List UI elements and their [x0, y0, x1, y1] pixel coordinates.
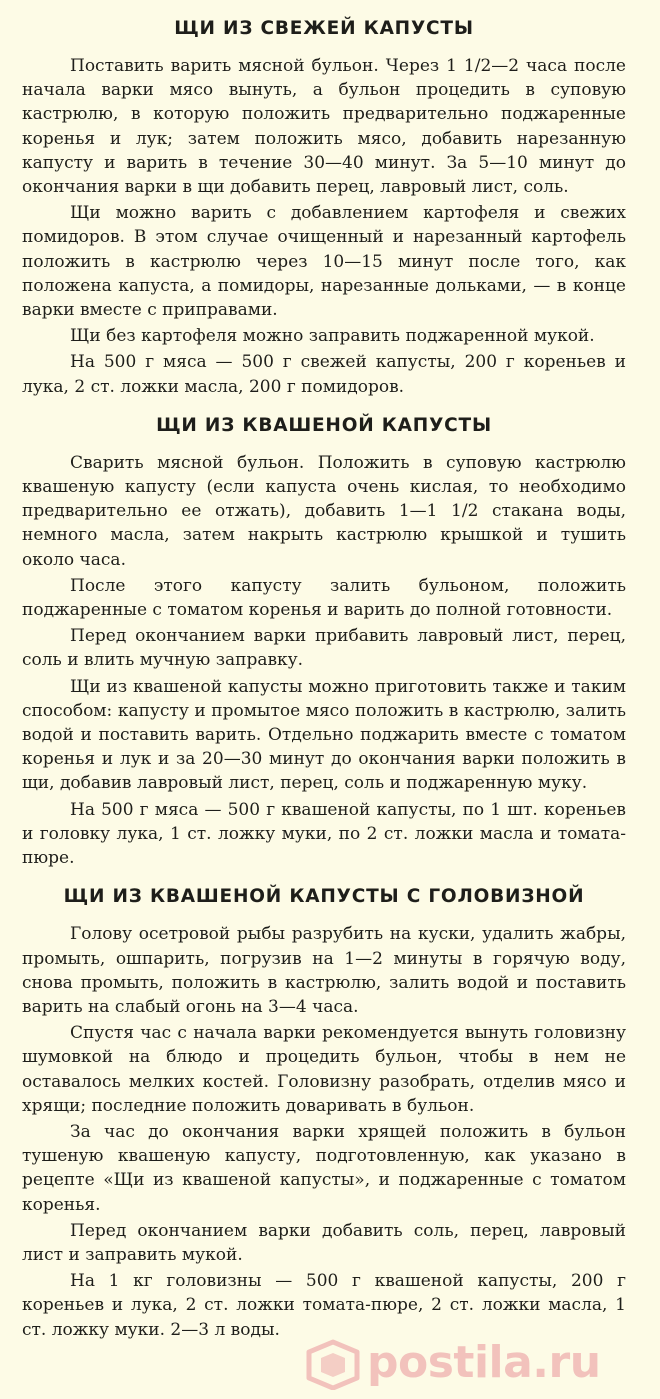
recipe-sauerkraut-fish-head	[22, 886, 626, 1341]
recipe-page	[22, 18, 626, 1342]
recipe-paragraph: Щи можно варить с добавлением картофеля и свежих помидоров. В этом случае очищенный и нарезанный картофель положить в кастрюлю через 10—15 минут после того, как положена капуста, а помидоры, нарезанные дольками, — в конце варки вместе с приправами.	[22, 203, 626, 321]
recipe-fresh-cabbage	[22, 18, 626, 399]
recipe-ingredients: На 500 г мяса — 500 г квашеной капусты, по 1 шт. кореньев и головку лука, 1 ст. ложку муки, по 2 ст. ложки масла и томата-пюре.	[22, 799, 626, 869]
recipe-paragraph: Голову осетровой рыбы разрубить на куски, удалить жабры, промыть, ошпарить, погрузив на 1—2 минуты в горячую воду, снова промыть, положить в кастрюлю, залить водой и поставить варить на слабый огонь на 3—4 часа.	[22, 924, 626, 1017]
recipe-paragraph: Щи без картофеля можно заправить поджаренной мукой.	[70, 326, 595, 347]
recipe-paragraph: За час до окончания варки хрящей положить в бульон тушеную квашеную капусту, подготовленную, как указано в рецепте «Щи из квашеной капусты», и поджаренные с томатом коренья.	[22, 1121, 626, 1215]
recipe-paragraph: Спустя час с начала варки рекомендуется вынуть головизну шумовкой на блюдо и процедить бульон, чтобы в нем не оставалось мелких костей. Головизну разобрать, отделив мясо и хрящи; последние положить доваривать в бульон.	[22, 1023, 626, 1116]
watermark	[305, 1336, 650, 1392]
recipe-title: ЩИ ИЗ СВЕЖЕЙ КАПУСТЫ	[174, 18, 474, 39]
watermark-text: postila.ru	[367, 1337, 601, 1388]
recipe-paragraph: Перед окончанием варки прибавить лавровый лист, перец, соль и влить мучную заправку.	[22, 626, 626, 671]
recipe-paragraph: Поставить варить мясной бульон. Через 1 1/2—2 часа после начала варки мясо вынуть, а бульон процедить в суповую кастрюлю, в которую положить предварительно поджаренные коренья и лук; затем положить мясо, добавить нарезанную капусту и варить в течение 30—40 минут. За 5—10 минут до окончания варки в щи добавить перец, лавровый лист, соль.	[22, 56, 626, 198]
recipe-paragraph: Перед окончанием варки добавить соль, перец, лавровый лист и заправить мукой.	[22, 1220, 626, 1265]
recipe-ingredients: На 1 кг головизны — 500 г квашеной капусты, 200 г кореньев и лука, 2 ст. ложки томата-пюре, 2 ст. ложки масла, 1 ст. ложку муки. 2—3 л воды.	[22, 1271, 626, 1340]
recipe-paragraph: Щи из квашеной капусты можно приготовить также и таким способом: капусту и промытое мясо положить в кастрюлю, залить водой и поставить варить. Отдельно поджарить вместе с томатом коренья и лук и за 20—30 минут до окончания варки положить в щи, добавив лавровый лист, перец, соль и поджаренную муку.	[22, 676, 626, 794]
recipe-paragraph: Сварить мясной бульон. Положить в суповую кастрюлю квашеную капусту (если капуста очень кислая, то необходимо предварительно ее отжать), добавить 1—1 1/2 стакана воды, немного масла, затем накрыть кастрюлю крышкой и тушить около часа.	[22, 452, 626, 570]
recipe-title: ЩИ ИЗ КВАШЕНОЙ КАПУСТЫ С ГОЛОВИЗНОЙ	[63, 886, 585, 908]
postila-logo-icon	[305, 1338, 361, 1390]
recipe-sauerkraut	[22, 415, 626, 870]
recipe-title: ЩИ ИЗ КВАШЕНОЙ КАПУСТЫ	[156, 414, 492, 436]
recipe-paragraph: После этого капусту залить бульоном, положить поджаренные с томатом коренья и варить до полной готовности.	[22, 575, 626, 621]
recipe-ingredients: На 500 г мяса — 500 г свежей капусты, 200 г кореньев и лука, 2 ст. ложки масла, 200 г помидоров.	[22, 352, 626, 397]
